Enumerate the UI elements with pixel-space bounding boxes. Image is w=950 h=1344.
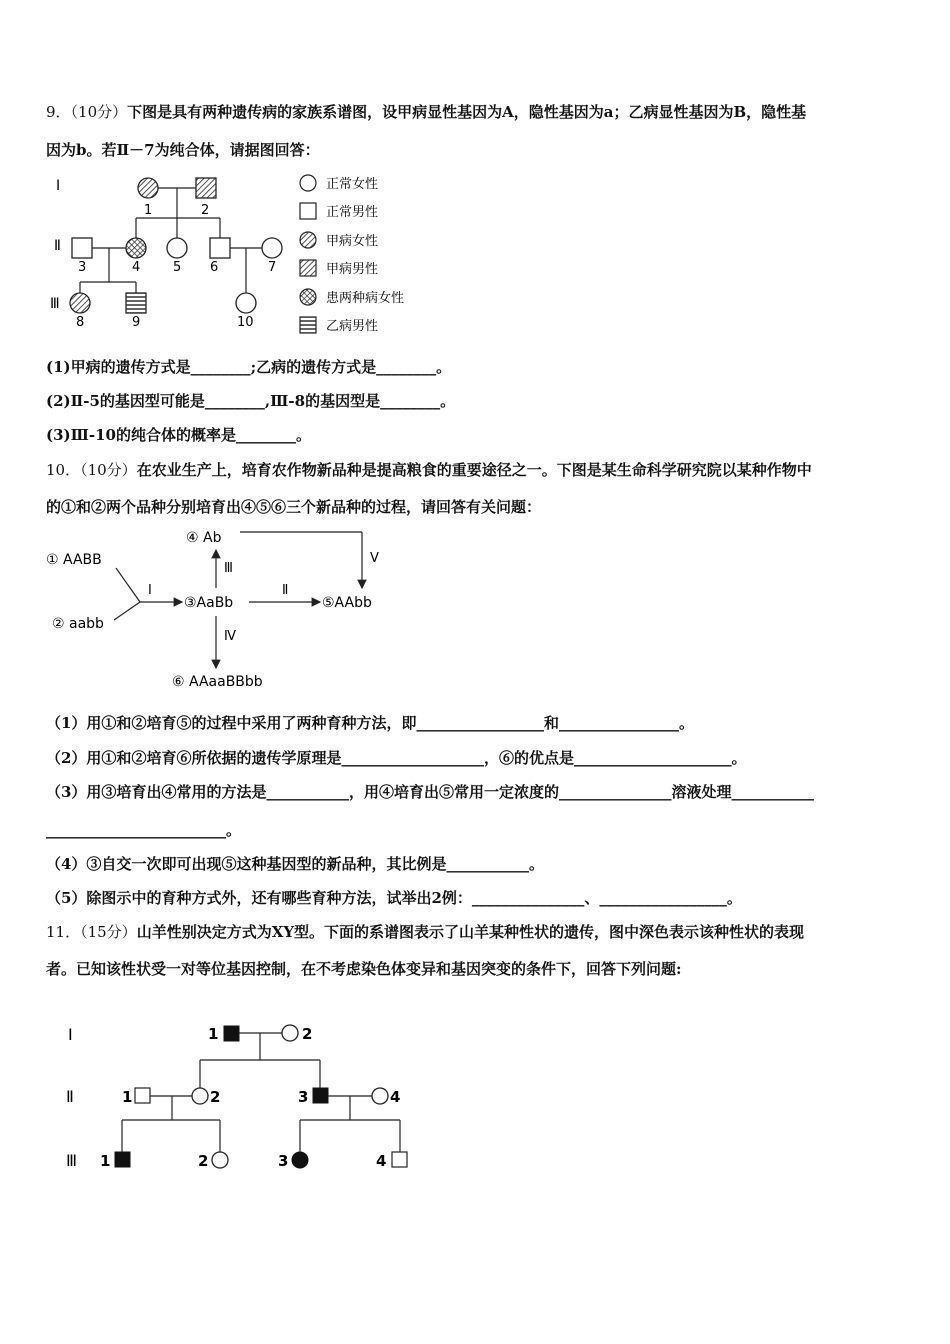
q9-legend-normal-male-symbol (300, 203, 316, 219)
q11-I-id-1: 1 (208, 1025, 219, 1043)
q9-legend-b-male-symbol (300, 317, 316, 333)
q9-id-5: 5 (173, 260, 182, 275)
q11-I-id-2: 2 (302, 1025, 313, 1043)
q11-person-I2 (282, 1025, 298, 1041)
q11-III-id-4: 4 (376, 1152, 387, 1170)
q9-gen-label-3: Ⅲ (50, 296, 60, 312)
q11-II-id-4: 4 (390, 1088, 401, 1106)
q9-pedigree-figure (44, 168, 444, 338)
q10-sub3a: （3）用③培育出④常用的方法是___________，用④培育出⑤常用一定浓度的_______________溶液处理___________ (46, 783, 814, 801)
q11-III-id-3: 3 (278, 1152, 289, 1170)
q9-id-10: 10 (237, 315, 254, 330)
q11-II-id-2: 2 (210, 1088, 221, 1106)
q11-II-id-1: 1 (122, 1088, 133, 1106)
q11-III-id-2: 2 (198, 1152, 209, 1170)
q9-person-III8 (70, 293, 90, 313)
q9-person-II5 (167, 238, 187, 258)
q9-person-II7 (262, 238, 282, 258)
q10-number: 10．（10分） (46, 461, 137, 479)
q10-stem-1: 在农业生产上，培育农作物新品种是提高粮食的重要途径之一。下图是某生命科学研究院以某种作物中 (136, 461, 812, 479)
q10-node-1: ① AABB (46, 552, 102, 568)
q9-legend-a-male-symbol (300, 260, 316, 276)
q9-person-III10 (236, 293, 256, 313)
q10-node-6: ⑥ AAaaBBbb (172, 674, 263, 690)
q11-III-id-1: 1 (100, 1152, 111, 1170)
q9-legend-0: 正常女性 (326, 177, 379, 192)
q9-id-3: 3 (78, 260, 87, 275)
q10-sub1: （1）用①和②培育⑤的过程中采用了两种育种方法，即_________________和________________。 (46, 714, 694, 732)
q9-sub2: (2)Ⅱ-5的基因型可能是________,Ⅲ-8的基因型是________。 (46, 392, 456, 410)
q10-sub3b: ________________________。 (46, 821, 242, 839)
q9-line1 (46, 102, 806, 122)
q10-step-4: Ⅳ (224, 629, 236, 644)
q9-legend-2: 甲病女性 (326, 234, 379, 249)
q11-gen-label-3: Ⅲ (66, 1151, 78, 1170)
q9-person-II3 (72, 238, 92, 258)
q9-gen-label-1: Ⅰ (56, 178, 61, 194)
q9-line2: 因为b。若Ⅱ－7为纯合体，请据图回答： (46, 141, 320, 159)
q11-pedigree-figure (60, 1016, 440, 1176)
q11-person-II1 (135, 1088, 150, 1103)
q9-person-II4 (126, 238, 146, 258)
q9-stem-1: 下图是具有两种遗传病的家族系谱图，设甲病显性基因为A，隐性基因为a；乙病显性基因为B，隐性基 (127, 103, 807, 121)
q10-node-2: ② aabb (52, 616, 104, 632)
q9-legend-4: 患两种病女性 (326, 291, 405, 306)
q11-II-id-3: 3 (298, 1088, 309, 1106)
q10-step-1: Ⅰ (148, 583, 152, 598)
q10-breeding-diagram (44, 524, 404, 694)
q9-id-4: 4 (132, 260, 141, 275)
q9-id-1: 1 (144, 203, 153, 218)
q11-number: 11．（15分） (46, 923, 137, 941)
q9-id-2: 2 (201, 203, 210, 218)
q9-sub1: (1)甲病的遗传方式是________;乙病的遗传方式是________。 (46, 358, 452, 376)
q11-person-II2 (192, 1088, 208, 1104)
q9-person-II6 (210, 238, 230, 258)
q11-line2: 者。已知该性状受一对等位基因控制，在不考虑染色体变异和基因突变的条件下，回答下列问题: (46, 960, 682, 978)
q9-number: 9．（10分） (46, 103, 128, 121)
q11-person-III1 (115, 1152, 130, 1167)
q11-person-III4 (392, 1152, 407, 1167)
q9-sub3: (3)Ⅲ-10的纯合体的概率是________。 (46, 426, 311, 444)
q9-id-8: 8 (76, 315, 85, 330)
q10-line1 (46, 460, 812, 480)
q11-person-III3 (292, 1152, 308, 1168)
q11-stem-1: 山羊性别决定方式为XY型。下面的系谱图表示了山羊某种性状的遗传，图中深色表示该种性状的表现 (136, 923, 805, 941)
q9-id-7: 7 (268, 260, 277, 275)
q9-person-I2 (196, 178, 216, 198)
q9-person-III9 (126, 293, 146, 313)
q9-legend-1: 正常男性 (326, 205, 379, 220)
q10-sub2: （2）用①和②培育⑥所依据的遗传学原理是___________________，⑥的优点是_____________________。 (46, 749, 747, 767)
q9-person-I1 (138, 178, 158, 198)
q11-gen-label-1: Ⅰ (68, 1025, 73, 1044)
q10-line2: 的①和②两个品种分别培育出④⑤⑥三个新品种的过程，请回答有关问题： (46, 498, 542, 516)
q10-node-4: ④ Ab (186, 530, 222, 546)
q9-legend-normal-female-symbol (300, 175, 316, 191)
q11-person-II4 (372, 1088, 388, 1104)
q10-sub4: （4）③自交一次即可出现⑤这种基因型的新品种，其比例是___________。 (46, 855, 544, 873)
q11-person-I1 (224, 1026, 239, 1041)
q9-gen-label-2: Ⅱ (54, 238, 61, 254)
q9-legend-both-female-symbol (300, 289, 316, 305)
q10-node-5: ⑤AAbb (322, 595, 372, 611)
q10-step-5: Ⅴ (370, 551, 379, 566)
q11-gen-label-2: Ⅱ (66, 1087, 74, 1106)
q9-legend-a-female-symbol (300, 232, 316, 248)
q9-id-6: 6 (210, 260, 219, 275)
q9-id-9: 9 (132, 315, 141, 330)
q10-sub5: （5）除图示中的育种方式外，还有哪些育种方法，试举出2例：_______________、_________________。 (46, 889, 742, 907)
q11-person-III2 (212, 1152, 228, 1168)
q9-legend-5: 乙病男性 (326, 319, 379, 334)
q10-node-3: ③AaBb (184, 595, 234, 611)
q9-legend-3: 甲病男性 (326, 262, 379, 277)
q11-line1 (46, 922, 804, 942)
q11-person-II3 (313, 1088, 328, 1103)
q10-step-2: Ⅱ (282, 583, 289, 598)
q10-step-3: Ⅲ (224, 561, 233, 576)
